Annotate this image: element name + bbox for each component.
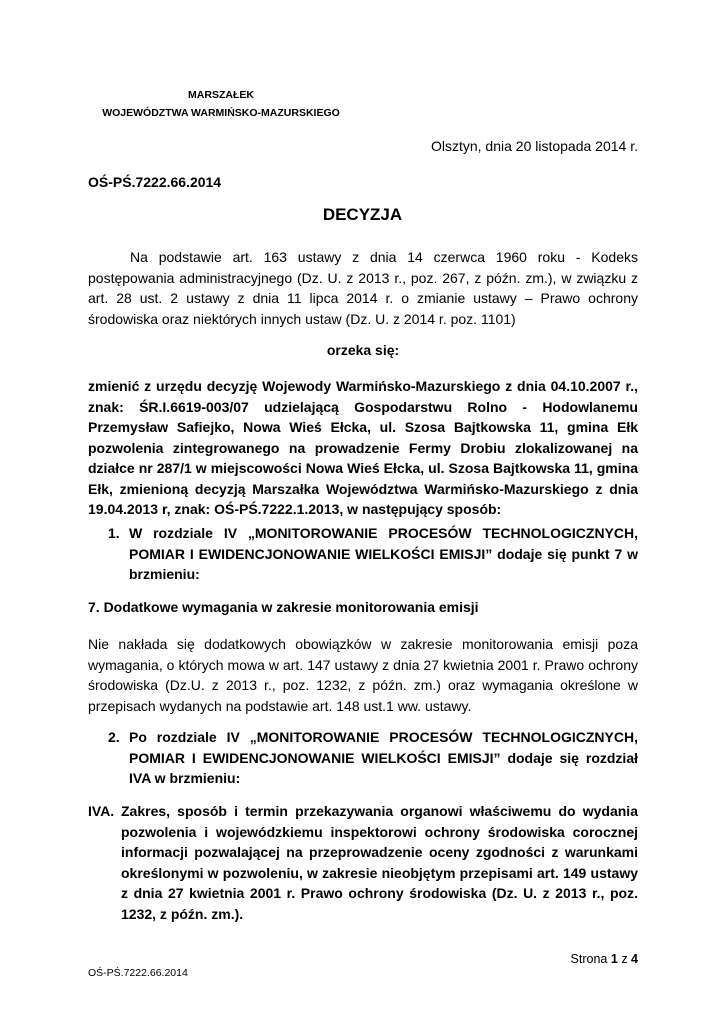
section-iva-text: Zakres, sposób i termin przekazywania organowi właściwemu do wydania pozwolenia i wojewódzkiemu inspektorowi ochrony środowiska corocznej informacji pozwalającej na przeprowadzenie oceny zgodności z warunkami określonymi w pozwoleniu, w zakresie nieobjętym przepisami art. 149 ustawy z dnia 27 kwietnia 2001 r. Prawo ochrony środowiska (Dz. U. z 2013 r., poz. 1232, z późn. zm.).	[121, 803, 638, 922]
legal-basis-paragraph: Na podstawie art. 163 ustawy z dnia 14 czerwca 1960 roku - Kodeks postępowania administracyjnego (Dz. U. z 2013 r., poz. 267, z późn. zm.), w związku z art. 28 ust. 2 ustawy z dnia 11 lipca 2014 r. o zmianie ustawy – Prawo ochrony środowiska oraz niektórych innych ustaw (Dz. U. z 2014 r. poz. 1101)	[88, 249, 638, 327]
page-word: Strona	[570, 952, 608, 966]
issuer-title: MARSZAŁEK	[188, 89, 254, 101]
section-iva-label: IVA.	[88, 803, 115, 819]
page-total: 4	[631, 952, 638, 966]
footer-reference: OŚ-PŚ.7222.66.2014	[88, 967, 188, 979]
list-item-1-text: W rozdziale IV „MONITOROWANIE PROCESÓW TECHNOLOGICZNYCH, POMIAR I EWIDENCJONOWANIE WIELKOŚCI EMISJI” dodaje się punkt 7 w brzmieniu:	[129, 525, 638, 582]
section-7-paragraph: Nie nakłada się dodatkowych obowiązków w zakresie monitorowania emisji poza wymagania, o których mowa w art. 147 ustawy z dnia 27 kwietnia 2001 r. Prawo ochrony środowiska (Dz.U. z 2013 r., poz. 1232, z późn. zm.) oraz wymagania określone w przepisach wydanych na podstawie art. 148 ust.1 ww. ustawy.	[88, 636, 638, 714]
list-item-number-1: 1.	[108, 525, 120, 541]
page-current: 1	[610, 952, 618, 966]
list-item-number-2: 2.	[108, 729, 120, 745]
page-counter	[571, 951, 638, 967]
issuer-region: WOJEWÓDZTWA WARMIŃSKO-MAZURSKIEGO	[102, 107, 340, 119]
reference-number: OŚ-PŚ.7222.66.2014	[88, 174, 222, 190]
page-of-word: z	[621, 952, 628, 966]
section-7-heading: 7. Dodatkowe wymagania w zakresie monitorowania emisji	[88, 599, 479, 615]
place-date: Olsztyn, dnia 20 listopada 2014 r.	[430, 138, 638, 154]
document-title: DECYZJA	[322, 205, 403, 224]
list-item-2-text: Po rozdziale IV „MONITOROWANIE PROCESÓW TECHNOLOGICZNYCH, POMIAR I EWIDENCJONOWANIE WIELKOŚCI EMISJI” dodaje się rozdział IVA w brzmieniu:	[129, 729, 638, 786]
decision-paragraph: zmienić z urzędu decyzję Wojewody Warmińsko-Mazurskiego z dnia 04.10.2007 r., znak: ŚR.I.6619-003/07 udzielającą Gospodarstwu Rolno - Hodowlanemu Przemysław Safiejko, Nowa Wieś Ełcka, ul. Szosa Bajtkowska 11, gmina Ełk pozwolenia zintegrowanego na prowadzenie Fermy Drobiu zlokalizowanej na działce nr 287/1 w miejscowości Nowa Wieś Ełcka, ul. Szosa Bajtkowska 11, gmina Ełk, zmienioną decyzją Marszałka Województwa Warmińsko-Mazurskiego z dnia 19.04.2013 r, znak: OŚ-PŚ.7222.1.2013, w następujący sposób:	[88, 378, 638, 517]
ruling-heading: orzeka się:	[326, 342, 400, 358]
